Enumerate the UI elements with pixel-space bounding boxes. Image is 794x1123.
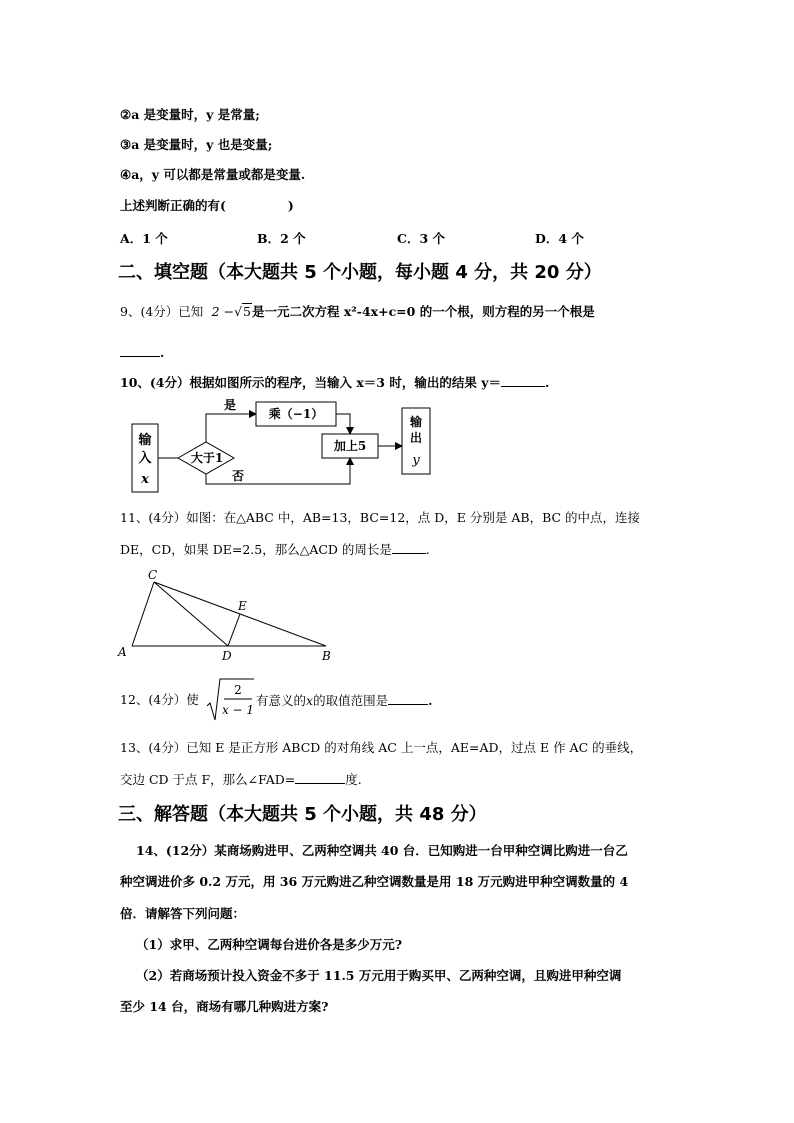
sqrt-symbol-icon: √ — [234, 304, 243, 319]
q14-line-3: 倍．请解答下列问题： — [120, 906, 246, 921]
triangle-figure — [116, 566, 338, 664]
q13-blank — [295, 771, 345, 784]
multiply-label: 乘（−1） — [268, 407, 324, 421]
q12-body-2: 的取值范围是 — [313, 693, 389, 708]
flow-arrow-yes — [206, 414, 256, 442]
segment-ac — [132, 582, 154, 646]
q12-var: x — [306, 693, 314, 708]
input-label-2: 入 — [138, 451, 152, 466]
q12-blank — [388, 692, 428, 705]
decision-label: 大于1 — [190, 451, 224, 465]
q9-answer-line — [120, 344, 164, 361]
q11-line-2 — [120, 541, 430, 558]
label-e: E — [238, 599, 247, 613]
q14-line-2: 种空调进价多 0.2 万元，用 36 万元购进乙种空调数量是用 18 万元购进甲种空调数量的 4 — [120, 874, 629, 889]
q9-body: 是一元二次方程 x²-4x+c=0 的一个根，则方程的另一个根是 — [251, 304, 595, 319]
q14-line-1: 14、(12分）某商场购进甲、乙两种空调共 40 台．已知购进一台甲种空调比购进一台乙 — [136, 843, 628, 858]
q14-sub-2-line-1: （2）若商场预计投入资金不多于 11.5 万元用于购买甲、乙两种空调，且购进甲种空调 — [136, 968, 622, 983]
q12-denominator: x − 1 — [221, 703, 254, 717]
output-var: y — [412, 453, 420, 468]
q14-sub-1: （1）求甲、乙两种空调每台进价各是多少万元? — [136, 937, 403, 952]
q11-line-1: 11、(4分）如图：在△ABC 中，AB=13，BC=12，点 D，E 分别是 AB，BC 的中点，连接 — [120, 510, 641, 525]
q10-end: . — [544, 375, 550, 390]
q12-radical — [206, 676, 254, 722]
q13-end: 度. — [345, 772, 362, 787]
label-a: A — [118, 645, 127, 659]
q8-question-end: ) — [287, 198, 294, 213]
output-label-2: 出 — [409, 431, 423, 445]
q8-question-text: 上述判断正确的有( — [120, 198, 226, 213]
program-flowchart — [126, 396, 460, 498]
output-label-1: 输 — [409, 415, 423, 429]
q9-prefix: 9、(4分）已知 — [120, 304, 204, 319]
input-label-1: 输 — [138, 433, 152, 448]
q13-line-1: 13、(4分）已知 E 是正方形 ABCD 的对角线 AC 上一点，AE=AD，过点 E 作 AC 的垂线， — [120, 740, 643, 755]
q9-end: . — [160, 345, 165, 360]
segment-de — [228, 614, 240, 646]
add-label: 加上5 — [333, 439, 367, 453]
segment-cd — [154, 582, 228, 646]
input-var: x — [141, 472, 149, 487]
q8-option-d: D．4 个 — [535, 231, 584, 246]
q12-text — [256, 692, 432, 709]
q12-prefix: 12、(4分）使 — [120, 692, 199, 707]
q11-end: . — [425, 542, 430, 557]
no-label: 否 — [231, 469, 245, 483]
q10-text — [120, 374, 549, 391]
q9-expr-radicand: 5 — [243, 304, 251, 319]
q8-statement-2: ②a 是变量时，y 是常量; — [120, 107, 260, 122]
q10-body: 10、(4分）根据如图所示的程序，当输入 x＝3 时，输出的结果 y＝ — [120, 375, 501, 390]
yes-label: 是 — [223, 398, 237, 412]
q10-blank — [501, 374, 545, 387]
q9-blank — [120, 344, 160, 357]
q12-body: 有意义的 — [256, 693, 307, 708]
label-b: B — [322, 649, 331, 663]
q8-statement-3: ③a 是变量时，y 也是变量; — [120, 137, 273, 152]
label-c: C — [148, 568, 158, 582]
flow-arrow-multiply — [336, 414, 350, 434]
q13-line-2-text: 交边 CD 于点 F，那么∠FAD= — [120, 772, 296, 787]
section-2-title: 二、填空题（本大题共 5 个小题，每小题 4 分，共 20 分） — [118, 262, 602, 283]
label-d: D — [222, 649, 232, 663]
q9-expr-left: 2 − — [211, 304, 235, 319]
q9-text — [120, 304, 595, 320]
q8-option-b: B．2 个 — [257, 231, 306, 246]
q8-option-c: C．3 个 — [397, 231, 445, 246]
q11-line-2-text: DE，CD，如果 DE=2.5，那么△ACD 的周长是 — [120, 542, 392, 557]
q12-end: . — [428, 693, 433, 708]
q14-sub-2-line-2: 至少 14 台，商场有哪几种购进方案? — [120, 999, 329, 1014]
q12-numerator: 2 — [234, 683, 242, 697]
section-3-title: 三、解答题（本大题共 5 个小题，共 48 分） — [118, 804, 487, 825]
q13-line-2 — [120, 771, 362, 788]
q8-statement-4: ④a，y 可以都是常量或都是变量. — [120, 167, 306, 182]
q11-blank — [392, 541, 426, 554]
q8-question — [120, 198, 294, 214]
q8-option-a: A．1 个 — [120, 231, 168, 246]
